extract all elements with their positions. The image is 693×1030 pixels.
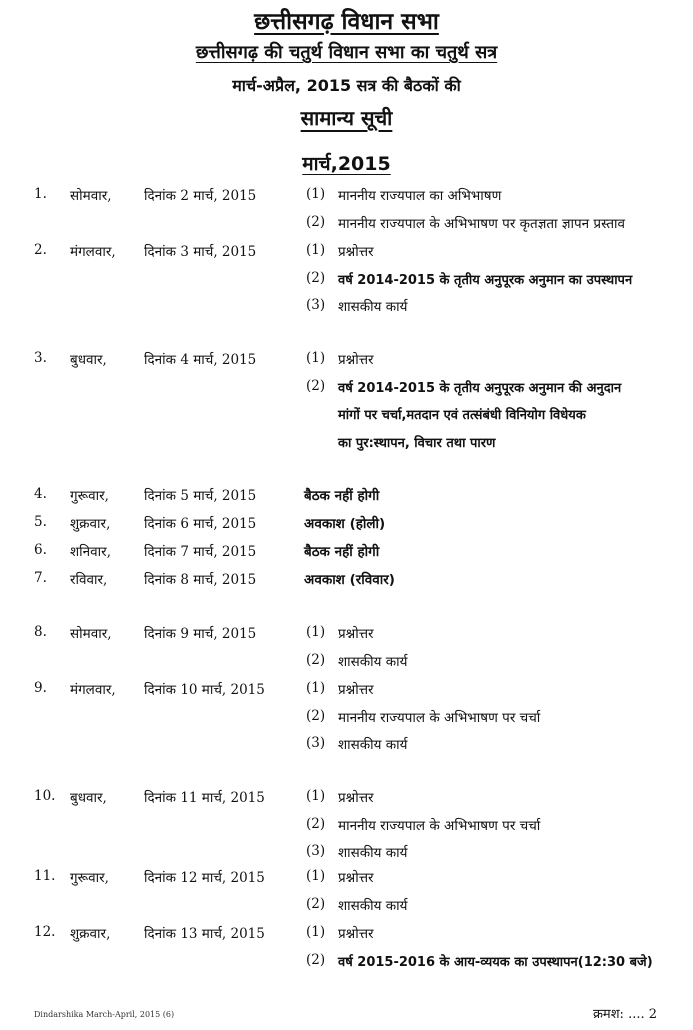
schedule-entry bbox=[0, 868, 693, 892]
agenda-item-text: प्रश्नोत्तर bbox=[338, 926, 374, 942]
month-heading: मार्च,2015 bbox=[302, 153, 391, 175]
schedule-entry bbox=[0, 680, 693, 704]
agenda-line bbox=[0, 843, 693, 867]
entry-day: शनिवार, bbox=[70, 544, 111, 560]
footer-reference: Dindarshika March-April, 2015 (6) bbox=[34, 1010, 175, 1019]
entry-number: 2. bbox=[34, 242, 47, 258]
agenda-item-text: प्रश्नोत्तर bbox=[338, 352, 374, 368]
entry-date: दिनांक 5 मार्च, 2015 bbox=[144, 488, 257, 504]
agenda-line bbox=[0, 896, 693, 920]
schedule-entry bbox=[0, 514, 693, 538]
agenda-item-text: शासकीय कार्य bbox=[338, 737, 408, 754]
entry-date: दिनांक 11 मार्च, 2015 bbox=[144, 790, 265, 806]
agenda-item-number: (2) bbox=[306, 213, 326, 230]
agenda-item-text: शासकीय कार्य bbox=[338, 299, 408, 316]
entry-date: दिनांक 13 मार्च, 2015 bbox=[144, 926, 265, 942]
agenda-item-number: (3) bbox=[306, 843, 326, 860]
agenda-item-number: (1) bbox=[306, 186, 326, 202]
agenda-item-text: शासकीय कार्य bbox=[338, 845, 408, 862]
agenda-item-text: माननीय राज्यपाल का अभिभाषण bbox=[338, 188, 502, 204]
agenda-item-number: (1) bbox=[306, 868, 326, 884]
entry-number: 6. bbox=[34, 542, 47, 558]
entry-number: 12. bbox=[34, 924, 56, 940]
session-line: मार्च-अप्रैल, 2015 सत्र की बैठकों की bbox=[232, 76, 461, 95]
footer-continued: क्रमश: .... 2 bbox=[592, 1007, 657, 1022]
agenda-line bbox=[0, 952, 693, 976]
agenda-item-number: (2) bbox=[306, 651, 326, 668]
agenda-item-number: (1) bbox=[306, 350, 326, 366]
entry-number: 4. bbox=[34, 486, 47, 502]
entry-event: अवकाश (होली) bbox=[304, 516, 386, 532]
agenda-item-number: (1) bbox=[306, 624, 326, 640]
schedule-entry bbox=[0, 570, 693, 594]
agenda-item-number: (2) bbox=[306, 269, 326, 286]
agenda-item-number: (3) bbox=[306, 735, 326, 752]
schedule-entry bbox=[0, 242, 693, 266]
agenda-item-number: (1) bbox=[306, 242, 326, 258]
schedule-entry bbox=[0, 486, 693, 510]
entry-date: दिनांक 10 मार्च, 2015 bbox=[144, 682, 265, 698]
entry-day: मंगलवार, bbox=[70, 682, 116, 698]
agenda-item-text: प्रश्नोत्तर bbox=[338, 790, 374, 806]
agenda-item-text: प्रश्नोत्तर bbox=[338, 244, 374, 260]
entry-date: दिनांक 7 मार्च, 2015 bbox=[144, 544, 257, 560]
entry-date: दिनांक 8 मार्च, 2015 bbox=[144, 572, 257, 588]
agenda-line bbox=[0, 297, 693, 321]
agenda-item-text: शासकीय कार्य bbox=[338, 653, 408, 670]
entry-day: गुरूवार, bbox=[70, 488, 109, 504]
agenda-item-number: (2) bbox=[306, 707, 326, 724]
entry-date: दिनांक 2 मार्च, 2015 bbox=[144, 188, 257, 204]
agenda-line bbox=[0, 270, 693, 294]
agenda-item-text: मांगों पर चर्चा,मतदान एवं तत्संबंधी विनियोग विधेयक bbox=[338, 408, 586, 424]
entry-day: शुक्रवार, bbox=[70, 516, 111, 532]
entry-event: बैठक नहीं होगी bbox=[304, 488, 380, 504]
page-title: छत्तीसगढ़ विधान सभा bbox=[254, 9, 439, 35]
agenda-item-number: (1) bbox=[306, 680, 326, 696]
list-heading: सामान्य सूची bbox=[300, 106, 393, 130]
schedule-entry bbox=[0, 542, 693, 566]
agenda-item-text: वर्ष 2014-2015 के तृतीय अनुपूरक अनुमान की अनुदान bbox=[338, 380, 622, 396]
agenda-line bbox=[0, 405, 693, 429]
agenda-line bbox=[0, 214, 693, 238]
schedule-entry bbox=[0, 186, 693, 210]
entry-date: दिनांक 12 मार्च, 2015 bbox=[144, 870, 265, 886]
entry-number: 8. bbox=[34, 624, 47, 640]
entry-day: गुरूवार, bbox=[70, 870, 109, 886]
entry-day: रविवार, bbox=[70, 572, 108, 588]
agenda-item-number: (1) bbox=[306, 788, 326, 804]
agenda-item-text: माननीय राज्यपाल के अभिभाषण पर कृतज्ञता ज्ञापन प्रस्ताव bbox=[338, 215, 626, 232]
schedule-entry bbox=[0, 924, 693, 948]
agenda-line bbox=[0, 735, 693, 759]
agenda-line bbox=[0, 433, 693, 457]
agenda-item-number: (2) bbox=[306, 377, 326, 394]
agenda-item-text: वर्ष 2015-2016 के आय-व्ययक का उपस्थापन(12:30 बजे) bbox=[338, 954, 653, 970]
page-subtitle: छत्तीसगढ़ की चतुर्थ विधान सभा का चतुर्थ सत्र bbox=[195, 42, 498, 63]
entry-date: दिनांक 9 मार्च, 2015 bbox=[144, 626, 257, 642]
entry-number: 5. bbox=[34, 514, 47, 530]
entry-event: अवकाश (रविवार) bbox=[304, 572, 395, 588]
entry-number: 3. bbox=[34, 350, 47, 366]
entry-day: मंगलवार, bbox=[70, 244, 116, 260]
schedule-entry bbox=[0, 624, 693, 648]
schedule-entry bbox=[0, 350, 693, 374]
agenda-line bbox=[0, 652, 693, 676]
entry-date: दिनांक 3 मार्च, 2015 bbox=[144, 244, 257, 260]
entry-number: 10. bbox=[34, 788, 56, 804]
agenda-item-text: माननीय राज्यपाल के अभिभाषण पर चर्चा bbox=[338, 709, 541, 726]
agenda-item-text: प्रश्नोत्तर bbox=[338, 682, 374, 698]
agenda-item-number: (3) bbox=[306, 297, 326, 314]
entry-number: 7. bbox=[34, 570, 47, 586]
entry-day: शुक्रवार, bbox=[70, 926, 111, 942]
agenda-item-text: शासकीय कार्य bbox=[338, 897, 408, 914]
schedule-entry bbox=[0, 788, 693, 812]
entry-number: 9. bbox=[34, 680, 47, 696]
agenda-line bbox=[0, 816, 693, 840]
entry-number: 1. bbox=[34, 186, 47, 202]
agenda-item-text: का पुर:स्थापन, विचार तथा पारण bbox=[338, 435, 496, 451]
entry-date: दिनांक 4 मार्च, 2015 bbox=[144, 352, 257, 368]
agenda-item-number: (2) bbox=[306, 951, 326, 968]
entry-date: दिनांक 6 मार्च, 2015 bbox=[144, 516, 257, 532]
entry-event: बैठक नहीं होगी bbox=[304, 544, 380, 560]
agenda-item-text: वर्ष 2014-2015 के तृतीय अनुपूरक अनुमान का उपस्थापन bbox=[338, 272, 633, 288]
agenda-item-number: (2) bbox=[306, 815, 326, 832]
agenda-item-number: (1) bbox=[306, 924, 326, 940]
entry-number: 11. bbox=[34, 868, 56, 884]
entry-day: सोमवार, bbox=[70, 626, 112, 642]
agenda-item-number: (2) bbox=[306, 895, 326, 912]
agenda-item-text: प्रश्नोत्तर bbox=[338, 626, 374, 642]
agenda-line bbox=[0, 378, 693, 402]
entry-day: बुधवार, bbox=[70, 790, 107, 806]
agenda-item-text: माननीय राज्यपाल के अभिभाषण पर चर्चा bbox=[338, 817, 541, 834]
agenda-line bbox=[0, 708, 693, 732]
entry-day: सोमवार, bbox=[70, 188, 112, 204]
entry-day: बुधवार, bbox=[70, 352, 107, 368]
agenda-item-text: प्रश्नोत्तर bbox=[338, 870, 374, 886]
